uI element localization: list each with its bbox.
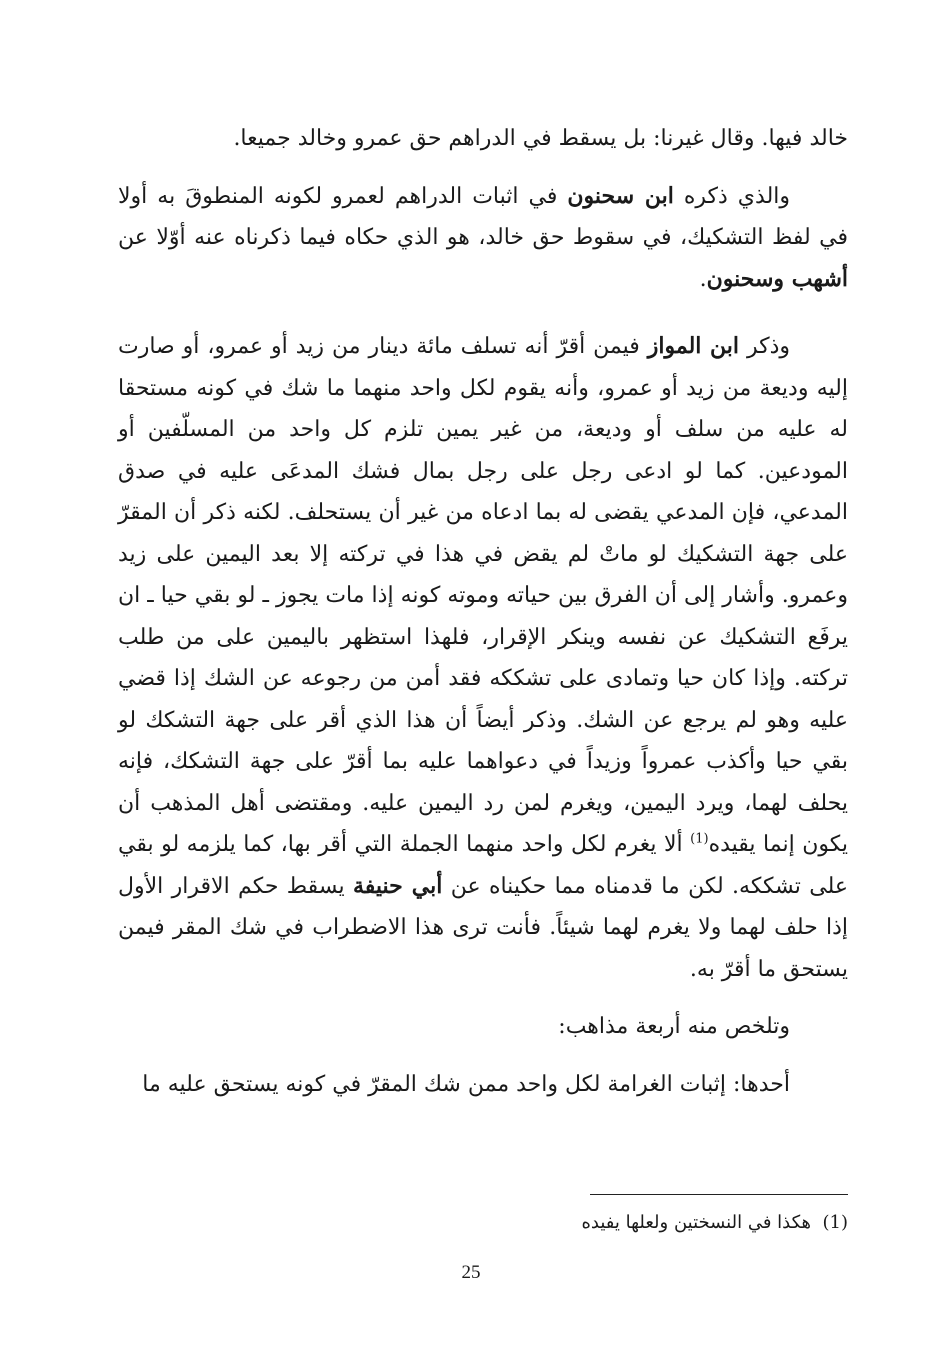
p3-text-2: فيمن أقرّ أنه تسلف مائة دينار من زيد أو عمرو، أو صارت إليه وديعة من زيد أو عمرو، وأنه يقوم لكل واحد منهما ما شك في كونه مستحقا له عليه من سلف أو وديعة، من غير يمين تلزم كل واحد من المسلّفين أو المودعين. كما لو ادعى رجل على رجل بمال فشك المدعَى عليه في صدق المدعي، فإن المدعي يقضى له بما ادعاه من غير أن يستحلف. لكنه ذكر أن المقرّ على جهة التشكيك لو ماتْ لم يقض في هذا في تركته إلا بعد اليمين على زيد وعمرو. وأشار إلى أن الفرق بين حياته وموته كونه إذا مات يجوز ـ لو بقي حيا ـ ان يرفَع التشكيك عن نفسه وينكر الإقرار، فلهذا استظهر باليمين على من طلب تركته. وإذا كان حيا وتمادى على تشككه فقد أمن من رجوعه عن الشك إذا قضي عليه وهو لم يرجع عن الشك. وذكر أيضاً أن هذا الذي أقر على جهة التشكك لو بقي حيا وأكذب عمرواً وزيداً في دعواهما عليه بما أقرّ على جهة التشكك، فإنه يحلف لهما، ويرد اليمين، ويغرم لمن رد اليمين عليه. ومقتضى أهل المذهب أن يكون إنما يقيده [118,334,848,857]
p3-text-1: وذكر [739,334,790,359]
p3-text-3: ألا يغرم لكل واحد منهما الجملة التي أقر بها، كما يلزمه لو بقي على تشككه. لكن ما قدمناه مما حكيناه عن [118,832,848,899]
p3-text-end: يسقط حكم الاقرار الأول إذا حلف لهما ولا يغرم لهما شيئاً. فأنت ترى هذا الاضطراب في شك المقر فيمن يستحق ما أقرّ به. [118,873,848,982]
page-body [118,118,848,1105]
paragraph-5: أحدها: إثبات الغرامة لكل واحد ممن شك المقرّ في كونه يستحق عليه ما [142,1071,790,1097]
author-name-ibn-sahnun: ابن سحنون [567,182,674,209]
footnote-marker: (1) [822,1212,848,1233]
paragraph-4: وتلخص منه أربعة مذاهب: [558,1014,790,1039]
page-number: 25 [461,1262,481,1283]
footnote-divider [590,1194,848,1195]
p2-text-end: . [699,266,707,292]
p2-text-1: والذي ذكره [673,183,791,209]
paragraph-3 [118,326,848,990]
author-name-abu-hanifa: أبي حنيفة [352,872,443,899]
paragraph-2 [118,176,848,301]
author-name-ashhab-sahnun: أشهب وسحنون [706,265,848,292]
footnote [128,1208,848,1238]
author-name-ibn-al-mawwaz: ابن المواز [647,333,739,359]
paragraph-1: خالد فيها. وقال غيرنا: بل يسقط في الدراهم حق عمرو وخالد جميعا. [233,126,848,151]
footnote-text: هكذا في النسختين ولعلها يفيده [581,1212,812,1233]
footnote-reference: (1) [690,831,709,847]
p2-text-2: في اثبات الدراهم لعمرو لكونه المنطوقَ به أولا في لفظ التشكيك، في سقوط حق خالد، هو الذي حكاه فيما ذكرناه عنه أوّلا عن [118,183,848,250]
